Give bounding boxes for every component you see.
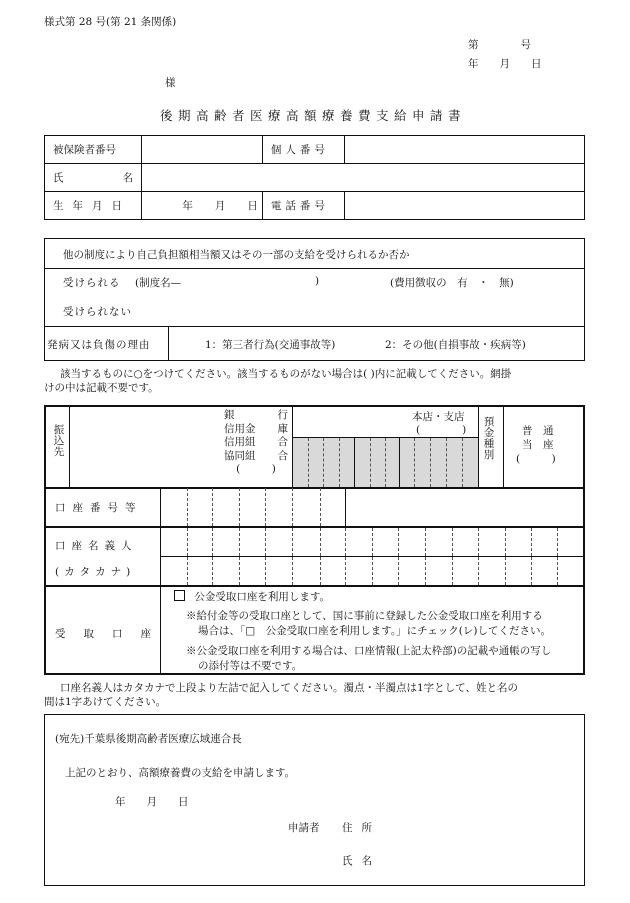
applicant-name-label: 氏名 [342, 855, 381, 867]
insured-number-label: 被保険者番号 [45, 136, 142, 164]
katakana-instruction-1: 口座名義人はカタカナで上段より左詰で記入してください。濁点・半濁点は1字として、姓と名の [60, 682, 518, 694]
cannot-receive-option[interactable]: 受けられない [63, 306, 132, 318]
public-account-note-2a: ※公金受取口座を利用する場合は、口座情報(上記太枠部)の記載や通帳の写し [186, 645, 552, 657]
phone-field[interactable] [344, 192, 584, 220]
system-name-close: ) [315, 275, 320, 287]
katakana-cell-divider [478, 528, 479, 556]
other-system-box [44, 238, 585, 361]
public-account-note-1b: 場合は、「□ 公金受取口座を利用します。」にチェック(レ)してください。 [198, 625, 551, 637]
katakana-cell-divider [557, 557, 558, 585]
katakana-instruction-2: 間は1字あけてください。 [44, 696, 167, 708]
phone-label: 電話番号 [262, 192, 344, 220]
katakana-cell-divider [265, 528, 266, 556]
public-account-note-1a: ※給付金等の受取口座として、国に事前に登録した公金受取口座を利用する [186, 610, 543, 622]
system-name-open: (制度名— [135, 277, 182, 289]
account-holder-label: 口座名義人 [55, 540, 138, 552]
katakana-cell-divider [320, 557, 321, 585]
public-account-note-2b: の添付等は不要です。 [198, 660, 303, 672]
applicant-label: 申請者 [288, 822, 320, 834]
katakana-cell-divider [239, 528, 240, 556]
personal-number-label: 個人番号 [262, 136, 344, 164]
page-title: 後期高齢者医療高額療養費支給申請書 [160, 108, 467, 123]
cause-option-third-party[interactable]: 1：第三者行為(交通事故等) [205, 339, 336, 351]
cost-collection-option[interactable]: (費用徴収の 有 ・ 無) [390, 277, 514, 289]
katakana-cell-divider [505, 528, 506, 556]
katakana-cell-divider [425, 528, 426, 556]
note-circle-instruction-2: けの中は記載不要です。 [44, 382, 159, 394]
branch-name-paren: ( ) [416, 424, 467, 436]
insured-number-field[interactable] [142, 136, 263, 164]
katakana-cell-divider [292, 528, 293, 556]
bank-account-box [44, 405, 585, 675]
addressee-suffix: 様 [165, 77, 176, 89]
other-system-question: 他の制度により自己負担額相当額又はその一部の支給を受けられるか否か [63, 249, 410, 261]
katakana-cell-divider [187, 557, 188, 585]
katakana-cell-divider [239, 557, 240, 585]
document-number-label: 第 号 [468, 39, 531, 51]
deposit-option-current[interactable]: 当 座 [522, 439, 554, 451]
public-account-option[interactable]: 公金受取口座を利用します。 [174, 589, 330, 604]
application-date[interactable]: 年 月 日 [115, 796, 189, 808]
name-label: 氏 名 [45, 164, 142, 192]
deposit-option-other: ( ) [516, 453, 556, 465]
name-field[interactable] [142, 164, 585, 192]
katakana-cell-divider [372, 528, 373, 556]
katakana-cell-divider [212, 557, 213, 585]
branch-type-label[interactable]: 本店・支店 [412, 411, 465, 423]
katakana-cell-divider [212, 528, 213, 556]
katakana-cell-divider [452, 528, 453, 556]
katakana-cell-divider [557, 528, 558, 556]
katakana-cell-divider [452, 557, 453, 585]
katakana-cell-divider [372, 557, 373, 585]
applicant-box [44, 714, 585, 886]
katakana-cell-divider [531, 528, 532, 556]
applicant-address-label: 住所 [342, 822, 381, 834]
katakana-cell-divider [398, 528, 399, 556]
birth-date-label: 生年月日 [45, 192, 142, 220]
katakana-cell-divider [505, 557, 506, 585]
katakana-cell-divider [425, 557, 426, 585]
insured-info-table [44, 135, 585, 220]
cause-option-other[interactable]: 2：その他(自損事故・疾病等) [385, 339, 526, 351]
katakana-cell-divider [345, 528, 346, 556]
institution-type-options[interactable]: 銀 行 信用金 庫 信用組 合 協同組 合 ( ) [224, 409, 288, 475]
katakana-cell-divider [478, 557, 479, 585]
katakana-cell-divider [320, 528, 321, 556]
receiving-account-label: 受取口座 [55, 628, 169, 640]
katakana-cell-divider [265, 557, 266, 585]
birth-date-field[interactable]: 年 月 日 [142, 192, 263, 220]
can-receive-option[interactable]: 受けられる [63, 277, 121, 289]
katakana-cell-divider [531, 557, 532, 585]
transfer-destination-label: 振 込 先 [53, 424, 65, 458]
account-number-label: 口座番号等 [55, 502, 143, 514]
public-account-checkbox[interactable] [174, 590, 185, 601]
note-circle-instruction-1: 該当するものに○をつけてください。該当するものがない場合は( )内に記載してください。網掛 [60, 368, 512, 380]
cause-label: 発病又は負傷の理由 [47, 339, 151, 351]
application-statement: 上記のとおり、高額療養費の支給を申請します。 [65, 767, 296, 779]
deposit-type-label: 預 金 種 別 [483, 416, 495, 461]
deposit-option-ordinary[interactable]: 普 通 [522, 425, 554, 437]
katakana-label: (カタカナ) [55, 566, 136, 578]
issue-date-label: 年 月 日 [468, 58, 542, 70]
katakana-cell-divider [345, 557, 346, 585]
addressee: (宛先)千葉県後期高齢者医療広域連合長 [55, 733, 242, 745]
katakana-cell-divider [292, 557, 293, 585]
katakana-cell-divider [187, 528, 188, 556]
personal-number-field[interactable] [344, 136, 584, 164]
katakana-cell-divider [398, 557, 399, 585]
form-number: 様式第 28 号(第 21 条関係) [44, 16, 177, 28]
